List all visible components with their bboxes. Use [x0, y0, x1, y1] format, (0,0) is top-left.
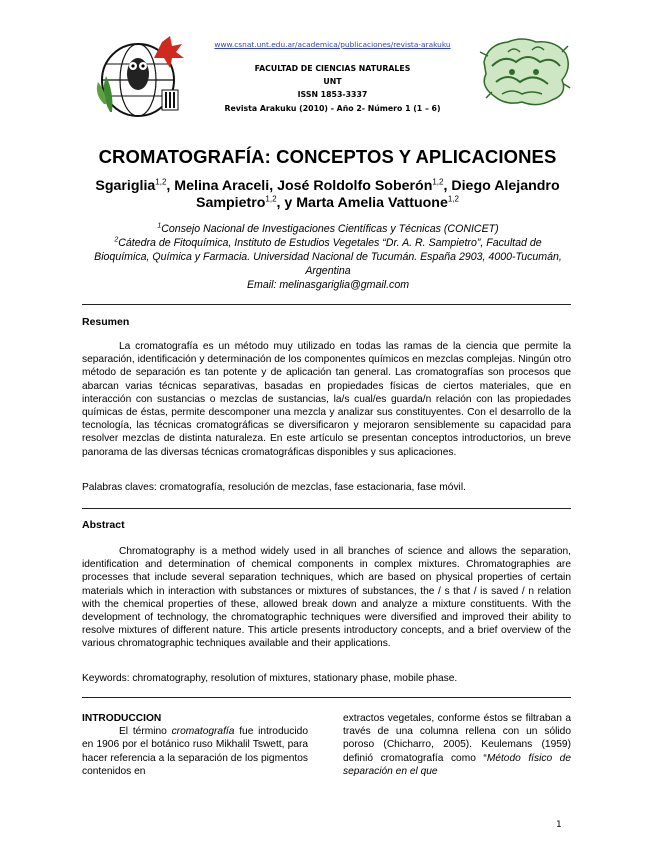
contact-email: Email: melinasgariglia@gmail.com — [246, 279, 410, 291]
journal-citation: Revista Arakuku (2010) - Año 2- Número 1 (1 – 6) — [224, 104, 441, 113]
author-list — [70, 178, 585, 212]
intro-paragraph: El término cromatografía fue introducido en 1906 por el botánico ruso Mikhalil Tswett, para hacer referencia a la separación de los pigmentos contenidos en — [82, 726, 308, 777]
faculty-logo — [92, 34, 188, 122]
journal-logo — [478, 32, 574, 110]
resumen-heading: Resumen — [82, 316, 130, 328]
author-affiliation-mark: 1,2 — [447, 194, 459, 204]
paper-title: CROMATOGRAFÍA: CONCEPTOS Y APLICACIONES — [98, 146, 557, 167]
university-name: UNT — [323, 77, 342, 86]
faculty-name: FACULTAD DE CIENCIAS NATURALES — [254, 64, 411, 73]
affiliation-1: $^1$Consejo Nacional de Investigaciones Científicas y Técnicas (CONICET) — [157, 222, 499, 235]
page-number: 1 — [556, 820, 562, 830]
resumen-keywords: Palabras claves: cromatografía, resolución de mezclas, fase estacionaria, fase móvil. — [82, 482, 466, 493]
abstract-heading: Abstract — [82, 519, 125, 531]
author-name: , Melina Araceli, José Roldolfo Soberón — [166, 178, 433, 194]
abstract-body: Chromatography is a method widely used in all branches of science and allows the separation, identification and determination of chemical components in complex mixtures. Chromatographies are processes that include several separation techniques, which are based on physical properties of certain materials which in interaction with substances or mixtures of substances, the / s that / is saved / n relation with the chemical properties of these, allowed break down and analyze a mixture constituents. With the development of technology, the chromatographic techniques were diversified and improved their ability to resolve mixtures of different nature. This article presents introductory concepts, and a brief overview of the various chromatographic techniques available and their applications. — [82, 546, 571, 650]
divider — [82, 304, 571, 305]
intro-column-right: extractos vegetales, conforme éstos se filtraban a través de una columna rellena con un sólido poroso (Chicharro, 2005). Keulemans (1959) definió cromatografía como “Método físico de separación en el que — [343, 713, 572, 777]
author-affiliation-mark: 1,2 — [155, 177, 167, 187]
affiliation-2: $^2$Cátedra de Fitoquímica, Instituto de Estudios Vegetales “Dr. A. R. Sampietro”, Facultad de Bioquímica, Química y Farmacia. Universidad Nacional de Tucumán. España 2903, 4000-Tucumán, Argentina — [94, 236, 562, 277]
author-affiliation-mark: 1,2 — [432, 177, 444, 187]
divider — [82, 508, 571, 509]
resumen-body: La cromatografía es un método muy utilizado en todas las ramas de la ciencia que permite la separación, identificación y determinación de los componentes químicos en mezclas complejas. Ningún otro método de separación es tan potente y de aplicación tan general. Las cromatografías son procesos que abarcan varias técnicas separativas, basadas en propiedades físicas de ciertos materiales, que en interacción con sustancias o mezclas de sustancias, la/s cual/es guarda/n relación con las propiedades químicas de éstas, permite descomponer una mezcla y analizar sus constituyentes. Con el desarrollo de la tecnología, las técnicas cromatográficas se diversificaron y mejoraron sensiblemente su capacidad para resolver mezclas de distinta naturaleza. En este artículo se presentan conceptos introductorios, un breve panorama de las diversas técnicas cromatográficas disponibles y sus aplicaciones. — [82, 341, 571, 458]
author-affiliation-mark: 1,2 — [265, 194, 277, 204]
journal-url-link[interactable]: www.csnat.unt.edu.ar/academica/publicaciones/revista-arakuku — [214, 40, 451, 49]
author-name: Sgariglia — [95, 178, 156, 194]
issn: ISSN 1853-3337 — [297, 90, 368, 99]
divider — [82, 697, 571, 698]
abstract-keywords: Keywords: chromatography, resolution of mixtures, stationary phase, mobile phase. — [82, 673, 458, 684]
intro-heading: INTRODUCCION — [82, 713, 162, 724]
intro-column-left — [82, 712, 308, 778]
author-name: , Diego Alejandro Sampietro — [196, 178, 560, 211]
author-name: , y Marta Amelia Vattuone — [276, 195, 448, 211]
affiliations — [88, 222, 568, 292]
